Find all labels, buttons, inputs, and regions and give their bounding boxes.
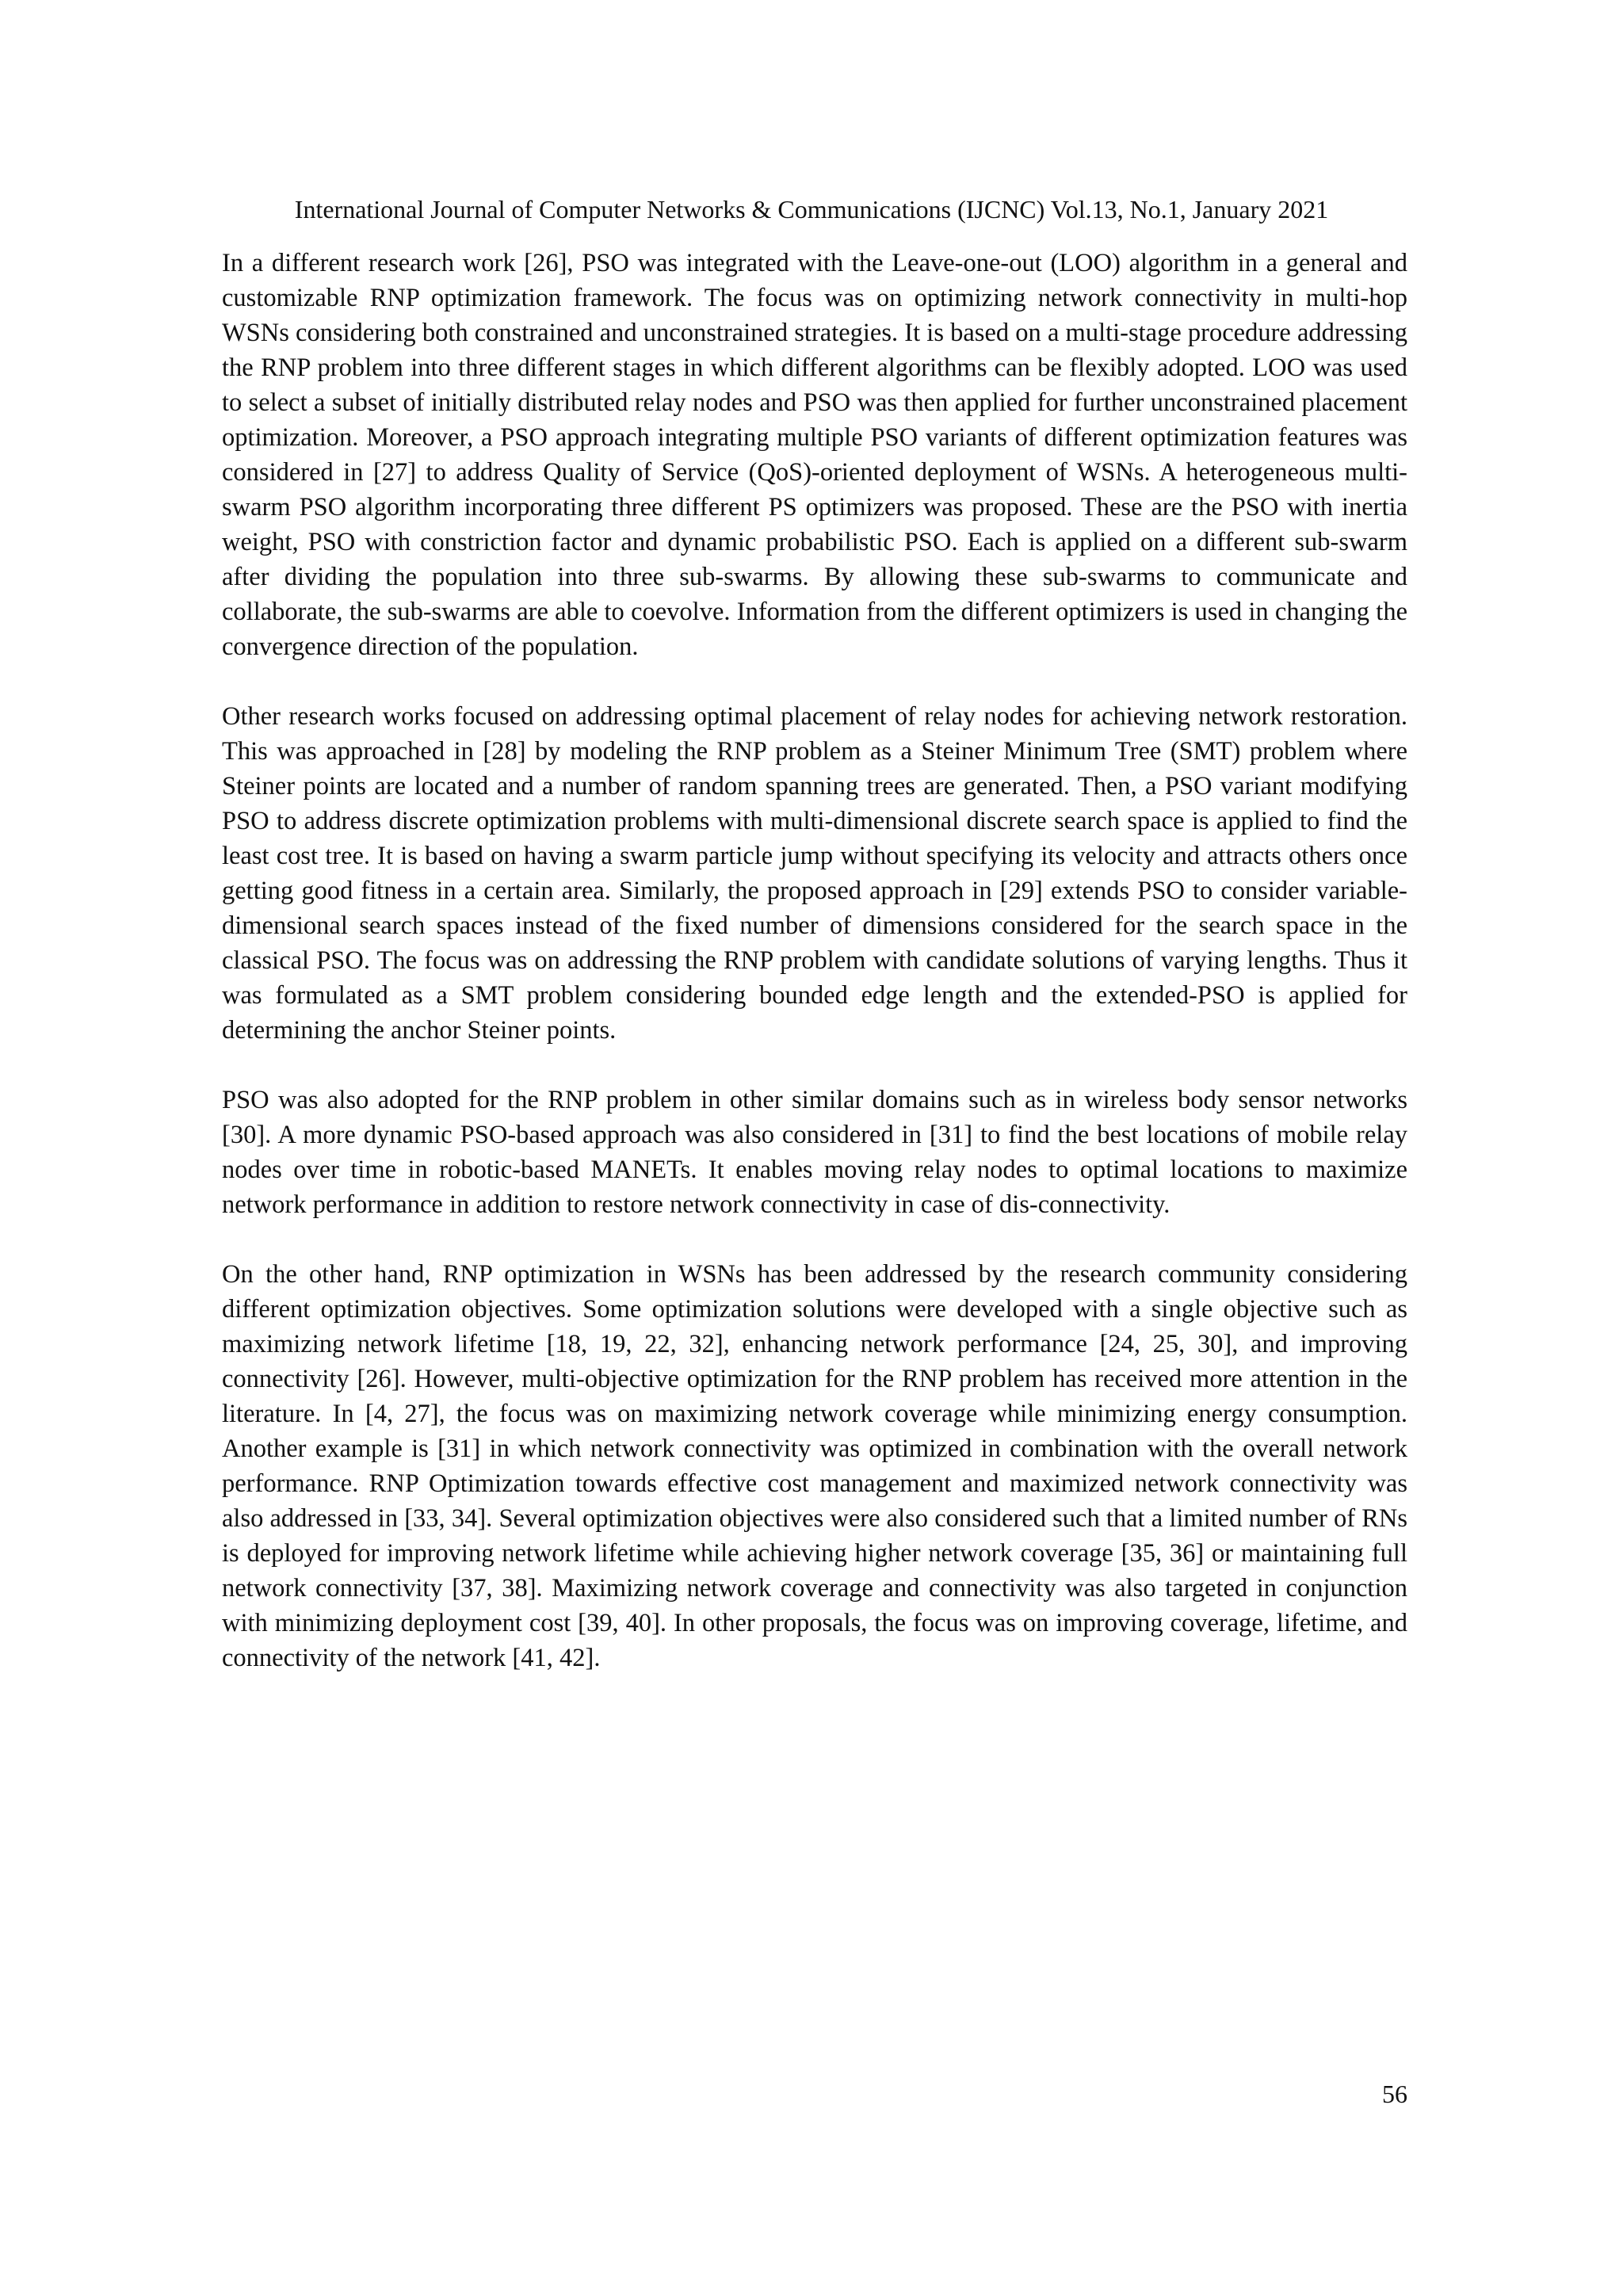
running-header: International Journal of Computer Networks & Communications (IJCNC) Vol.13, No.1, January 2021 [294,195,1329,223]
page-number: 56 [1382,2080,1407,2108]
paragraph-optimization-objectives: On the other hand, RNP optimization in WSNs has been addressed by the research community considering different optimization objectives. Some optimization solutions were developed with a single objective such as maximizing network lifetime [18, 19, 22, 32], enhancing network performance [24, 25, 30], and improving connectivity [26]. However, multi-objective optimization for the RNP problem has received more attention in the literature. In [4, 27], the focus was on maximizing network coverage while minimizing energy consumption. Another example is [31] in which network connectivity was optimized in combination with the overall network performance. RNP Optimization towards effective cost management and maximized network connectivity was also addressed in [33, 34]. Several optimization objectives were also considered such that a limited number of RNs is deployed for improving network lifetime while achieving higher network coverage [35, 36] or maintaining full network connectivity [37, 38]. Maximizing network coverage and connectivity was also targeted in conjunction with minimizing deployment cost [39, 40]. In other proposals, the focus was on improving coverage, lifetime, and connectivity of the network [41, 42]. [222,1260,1407,1672]
paragraph-pso-loo: In a different research work [26], PSO was integrated with the Leave-one-out (LOO) algorithm in a general and customizable RNP optimization framework. The focus was on optimizing network connectivity in multi-hop WSNs considering both constrained and unconstrained strategies. It is based on a multi-stage procedure addressing the RNP problem into three different stages in which different algorithms can be flexibly adopted. LOO was used to select a subset of initially distributed relay nodes and PSO was then applied for further unconstrained placement optimization. Moreover, a PSO approach integrating multiple PSO variants of different optimization features was considered in [27] to address Quality of Service (QoS)-oriented deployment of WSNs. A heterogeneous multi-swarm PSO algorithm incorporating three different PS optimizers was proposed. These are the PSO with inertia weight, PSO with constriction factor and dynamic probabilistic PSO. Each is applied on a different sub-swarm after dividing the population into three sub-swarms. By allowing these sub-swarms to communicate and collaborate, the sub-swarms are able to coevolve. Information from the different optimizers is used in changing the convergence direction of the population. [222,249,1407,661]
paragraph-other-domains: PSO was also adopted for the RNP problem in other similar domains such as in wireless body sensor networks [30]. A more dynamic PSO-based approach was also considered in [31] to find the best locations of mobile relay nodes over time in robotic-based MANETs. It enables moving relay nodes to optimal locations to maximize network performance in addition to restore network connectivity in case of dis-connectivity. [222,1086,1407,1219]
body-text [222,246,1407,1675]
paragraph-network-restoration: Other research works focused on addressing optimal placement of relay nodes for achieving network restoration. This was approached in [28] by modeling the RNP problem as a Steiner Minimum Tree (SMT) problem where Steiner points are located and a number of random spanning trees are generated. Then, a PSO variant modifying PSO to address discrete optimization problems with multi-dimensional discrete search space is applied to find the least cost tree. It is based on having a swarm particle jump without specifying its velocity and attracts others once getting good fitness in a certain area. Similarly, the proposed approach in [29] extends PSO to consider variable-dimensional search spaces instead of the fixed number of dimensions considered for the search space in the classical PSO. The focus was on addressing the RNP problem with candidate solutions of varying lengths. Thus it was formulated as a SMT problem considering bounded edge length and the extended-PSO is applied for determining the anchor Steiner points. [222,702,1407,1045]
